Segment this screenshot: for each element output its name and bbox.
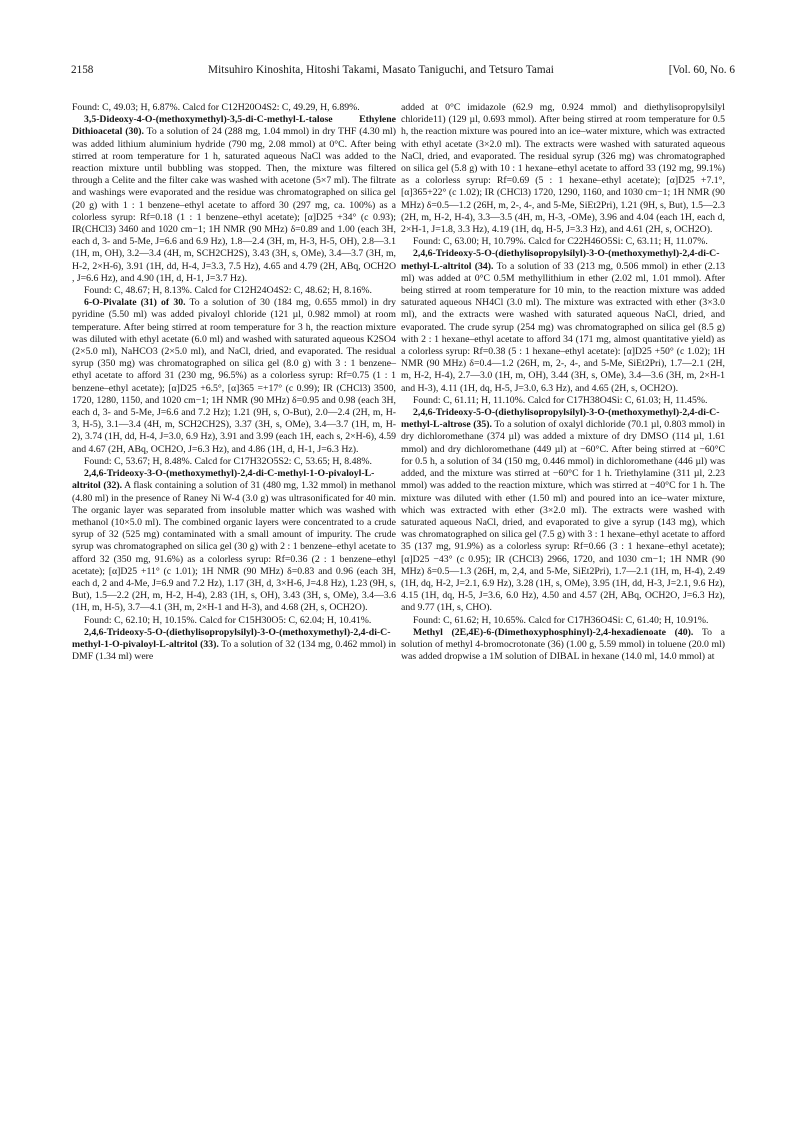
paragraph-text: To a solution of 24 (288 mg, 1.04 mmol) in dry THF (4.30 ml) was added lithium aluminium hydride (790 mg, 2.08 mmol) at 0°C. After being stirred at room temperature for 1 h, saturated aqueous NaCl was added to the reaction mixture until bubbling was stopped. Then, the mixture was filtered through a Celite and the filter cake was washed with acetone (5×7 ml). The filtrate and washings were evaporated and the residue was chromatographed on silica gel (20 g) with 1 : 1 benzene–ethyl acetate to afford 30 (297 mg, ca. 100%) as a colorless syrup: Rf=0.18 (1 : 1 benzene–ethyl acetate); [α]D25 +34° (c 0.93); IR(CHCl3) 3460 and 1020 cm−1; 1H NMR (90 MHz) δ=0.89 and 1.00 (each 3H, each d, 3- and 5-Me, J=6.6 and 6.9 Hz), 1.8—2.4 (3H, m, H-3, H-5, OH), 2.8—3.1 (1H, m, OH), 3.2—3.4 (4H, m, SCH2CH2S), 3.43 (3H, s, OMe), 3.4—3.7 (3H, m, H-2, 2×H-6), 3.91 (1H, dd, H-4, J=3.3, 7.5 Hz), 4.65 and 4.79 (2H, ABq, OCH2O , J=6.6 Hz), and 4.90 (1H, d, H-1, J=3.7 Hz). — [72, 126, 396, 284]
paragraph-text: Found: C, 61.62; H, 10.65%. Calcd for C17H36O4Si: C, 61.40; H, 10.91%. — [413, 614, 709, 626]
left-column — [72, 102, 396, 663]
running-authors: Mitsuhiro Kinoshita, Hitoshi Takami, Masato Taniguchi, and Tetsuro Tamai — [208, 64, 555, 76]
paragraph-text: Found: C, 53.67; H, 8.48%. Calcd for C17H32O5S2: C, 53.65; H, 8.48%. — [84, 455, 372, 467]
paragraph-text: added at 0°C imidazole (62.9 mg, 0.924 mmol) and diethylisopropylsilyl chloride11) (129 µl, 0.693 mmol). After being stirred at room temperature for 0.5 h, the reaction mixture was poured into an ice–water mixture, which was extracted with ethyl acetate (3×2.0 ml). The extracts were washed with saturated aqueous NaCl, dried, and evaporated. The residual syrup (326 mg) was chromatographed on silica gel (5.8 g) with 10 : 1 hexane–ethyl acetate to afford 33 (192 mg, 99.1%) as a colorless syrup: Rf=0.69 (5 : 1 hexane–ethyl acetate); [α]D25 +7.1°, [α]365+22° (c 1.02); IR (CHCl3) 1720, 1290, 1160, and 1030 cm−1; 1H NMR (90 MHz) δ=0.5—1.2 (26H, m, 2-, 4-, and 5-Me, SiEt2Pri), 1.21 (9H, s, But), 1.5—2.3 (2H, m, H-2, H-4), 3.3—3.5 (4H, m, H-3, -OMe), 3.96 and 4.04 (each 1H, each d, 2×H-1, J=1.8, 3.3 Hz), 4.19 (1H, dq, H-5, J=3.3 Hz), and 4.61 (2H, s, OCH2O). — [401, 102, 725, 236]
paragraph-text: Found: C, 61.11; H, 11.10%. Calcd for C17H38O4Si: C, 61.03; H, 11.45%. — [413, 394, 708, 406]
compound-heading: 2,4,6-Trideoxy-5-O-(diethylisopropylsilyl)-3-O-(methoxymethyl)-2,4-di-C-methyl-L-altrose (35). — [401, 407, 720, 431]
page-number: 2158 — [71, 64, 94, 76]
body-paragraph — [72, 102, 396, 114]
paragraph-text: To a solution of 32 (134 mg, 0.462 mmol) in DMF (1.34 ml) were — [72, 638, 397, 663]
elemental-analysis — [401, 236, 725, 248]
paragraph-text: To a solution of oxalyl dichloride (70.1 µl, 0.803 mmol) in dry dichloromethane (374 µl) was added a mixture of dry DMSO (114 µl, 1.61 mmol) and dry dichloromethane (449 µl) at −60°C. After being stirred at −60°C for 0.5 h, a solution of 34 (150 mg, 0.446 mmol) in dichloromethane (446 µl) was added, and the mixture was stirred at −60°C for 1 h. Triethylamine (311 µl, 2.23 mmol) was added to the reaction mixture, which was stirred at −40°C for 1 h. The mixture was diluted with ether (1.50 ml) and poured into an ice–water mixture, which was extracted with ether (3×2.0 ml). The extracts were washed with saturated aqueous NaCl, dried, and evaporated to give a syrup (143 mg), which was chromatographed on silica gel (7.5 g) with 3 : 1 hexane–ethyl acetate to afford 35 (137 mg, 91.9%) as a colorless syrup: Rf=0.66 (3 : 1 hexane–ethyl acetate); [α]D25 −43° (c 0.95); IR (CHCl3) 2966, 1720, and 1030 cm−1; 1H NMR (90 MHz) δ=0.5—1.3 (26H, m, 2,4, and 5-Me, SiEt2Pri), 1.7—2.1 (1H, m, H-4), 2.49 (1H, dq, H-2, J=2.1, 6.9 Hz), 3.28 (1H, s, OMe), 3.95 (1H, dd, H-3, J=2.1, 9.6 Hz), 4.15 (1H, dq, H-5, J=3.6, 6.0 Hz), 4.50 and 4.57 (2H, ABq, OCH2O, J=6.3 Hz), and 9.77 (1H, s, CHO). — [401, 419, 725, 614]
running-header — [71, 64, 735, 84]
experimental-paragraph — [401, 407, 725, 614]
compound-heading: 2,4,6-Trideoxy-5-O-(diethylisopropylsilyl)-3-O-(methoxymethyl)-2,4-di-C-methyl-L-altritol (34). — [401, 248, 720, 272]
compound-heading: 6-O-Pivalate (31) of 30. — [84, 297, 186, 309]
paragraph-text: A flask containing a solution of 31 (480 mg, 1.32 mmol) in methanol (4.80 ml) in the presence of Raney Ni W-4 (3.0 g) was ultrasonificated for 40 min. The organic layer was separated from insoluble matter which was washed with methanol (10×5.0 ml). The combined organic layers were concentrated to a crude syrup of 32 (525 mg) contaminated with a small amount of impurity. The crude syrup was chromatographed on silica gel (30 g) with 2 : 1 benzene–ethyl acetate to afford 32 (350 mg, 91.6%) as a colorless syrup: Rf=0.36 (2 : 1 benzene–ethyl acetate); [α]D25 +11° (c 1.01); 1H NMR (90 MHz) δ=0.83 and 0.96 (each 3H, each d, 2 and 4-Me, J=6.9 and 7.2 Hz), 1.17 (3H, d, 3×H-6, J=4.8 Hz), 1.23 (9H, s, But), 1.5—2.2 (2H, m, H-2, H-4), 2.83 (1H, s, OH), 3.43 (3H, s, OMe), 3.4—3.6 (1H, m, H-5), 3.7—4.1 (3H, m, 2×H-1 and H-3), and 4.68 (2H, s, OCH2O). — [72, 480, 396, 614]
experimental-paragraph — [401, 627, 725, 664]
experimental-paragraph — [72, 627, 396, 664]
experimental-paragraph — [72, 468, 396, 614]
compound-heading: 2,4,6-Trideoxy-3-O-(methoxymethyl)-2,4-di-C-methyl-1-O-pivaloyl-L-altritol (32). — [72, 468, 375, 492]
paragraph-text: Found: C, 63.00; H, 10.79%. Calcd for C22H46O5Si: C, 63.11; H, 11.07%. — [413, 236, 708, 248]
paragraph-text: Found: C, 48.67; H, 8.13%. Calcd for C12H24O4S2: C, 48.62; H, 8.16%. — [84, 285, 372, 297]
paragraph-text: Found: C, 62.10; H, 10.15%. Calcd for C15H30O5: C, 62.04; H, 10.41%. — [84, 614, 372, 626]
paragraph-text: To a solution of 33 (213 mg, 0.506 mmol) in ether (2.13 ml) was added at 0°C 0.5M methyllithium in ether (2.02 ml, 1.01 mmol). After being stirred at room temperature for 10 min, to the reaction mixture was added saturated aqueous NH4Cl (3.0 ml). The mixture was extracted with ether (3×3.0 ml), and the extracts were washed with saturated aqueous NaCl, dried, and evaporated. The crude syrup (254 mg) was chromatographed on silica gel (8.5 g) with 2 : 1 hexane–ethyl acetate to afford 34 (171 mg, almost quantitative yield) as a colorless syrup: Rf=0.38 (5 : 1 hexane–ethyl acetate): [α]D25 +50° (c 1.02); 1H NMR (90 MHz) δ=0.4—1.2 (26H, m, 2-, 4-, and 5-Me, SiEt2Pri), 1.7—2.1 (2H, m, H-2, H-4), 2.7—3.0 (1H, m, OH), 3.44 (3H, s, OMe), 3.4—3.6 (3H, m, 2×H-1 and H-3), 4.11 (1H, dq, H-5, J=3.0, 6.3 Hz), and 4.65 (2H, s, OCH2O). — [401, 260, 725, 394]
experimental-paragraph — [401, 248, 725, 394]
compound-heading: 2,4,6-Trideoxy-5-O-(diethylisopropylsilyl)-3-O-(methoxymethyl)-2,4-di-C-methyl-1-O-pivaloyl-L-altritol (33). — [72, 626, 391, 650]
elemental-analysis — [72, 285, 396, 297]
compound-heading: Methyl (2E,4E)-6-(Dimethoxyphosphinyl)-2,4-hexadienoate (40). — [413, 626, 694, 638]
body-paragraph — [401, 102, 725, 236]
compound-heading: 3,5-Dideoxy-4-O-(methoxymethyl)-3,5-di-C-methyl-L-talose Ethylene Dithioacetal (30). — [72, 114, 396, 138]
journal-volume: [Vol. 60, No. 6 — [668, 64, 735, 76]
elemental-analysis — [72, 456, 396, 468]
experimental-paragraph — [72, 114, 396, 285]
elemental-analysis — [72, 615, 396, 627]
elemental-analysis — [401, 395, 725, 407]
paragraph-text: Found: C, 49.03; H, 6.87%. Calcd for C12H20O4S2: C, 49.29, H, 6.89%. — [72, 102, 360, 113]
right-column — [401, 102, 725, 663]
paragraph-text: To a solution of methyl 4-bromocrotonate (36) (1.00 g, 5.59 mmol) in toluene (20.0 ml) was added dropwise a 1M solution of DIBAL in hexane (14.0 ml, 14.0 mmol) at — [401, 626, 725, 663]
paragraph-text: To a solution of 30 (184 mg, 0.655 mmol) in dry pyridine (5.50 ml) was added pivaloyl chloride (121 µl, 0.982 mmol) at room temperature. After being stirred at room temperature for 3 h, the reaction mixture was diluted with ethyl acetate (6.0 ml) and washed with saturated aqueous K2SO4 (2×5.0 ml), NaHCO3 (2×5.0 ml), and NaCl, dried, and evaporated. The residual syrup (350 mg) was chromatographed on silica gel (8.0 g) with 3 : 1 benzene–ethyl acetate to afford 31 (230 mg, 96.5%) as a colorless syrup: Rf=0.75 (1 : 1 benzene–ethyl acetate); [α]D25 +6.5°, [α]365 =+17° (c 0.99); IR (CHCl3) 3500, 1720, 1280, 1150, and 1020 cm−1; 1H NMR (90 MHz) δ=0.95 and 0.98 (each 3H, each d, 3- and 5-Me, J=6.6 and 7.2 Hz); 1.21 (9H, s, O-But), 2.0—2.4 (2H, m, H-3, H-5), 3.1—3.4 (4H, m, SCH2CH2S), 3.37 (3H, s, OMe), 3.4—3.7 (1H, m, H-2), 3.74 (1H, dd, H-4, J=3.0, 6.9 Hz), 3.91 and 3.99 (each 1H, each s, 2×H-6), 4.59 and 4.67 (2H, ABq, OCH2O, J=6.3 Hz), and 4.86 (1H, d, H-1, J=6.3 Hz). — [72, 297, 396, 455]
elemental-analysis — [401, 615, 725, 627]
experimental-paragraph — [72, 297, 396, 456]
